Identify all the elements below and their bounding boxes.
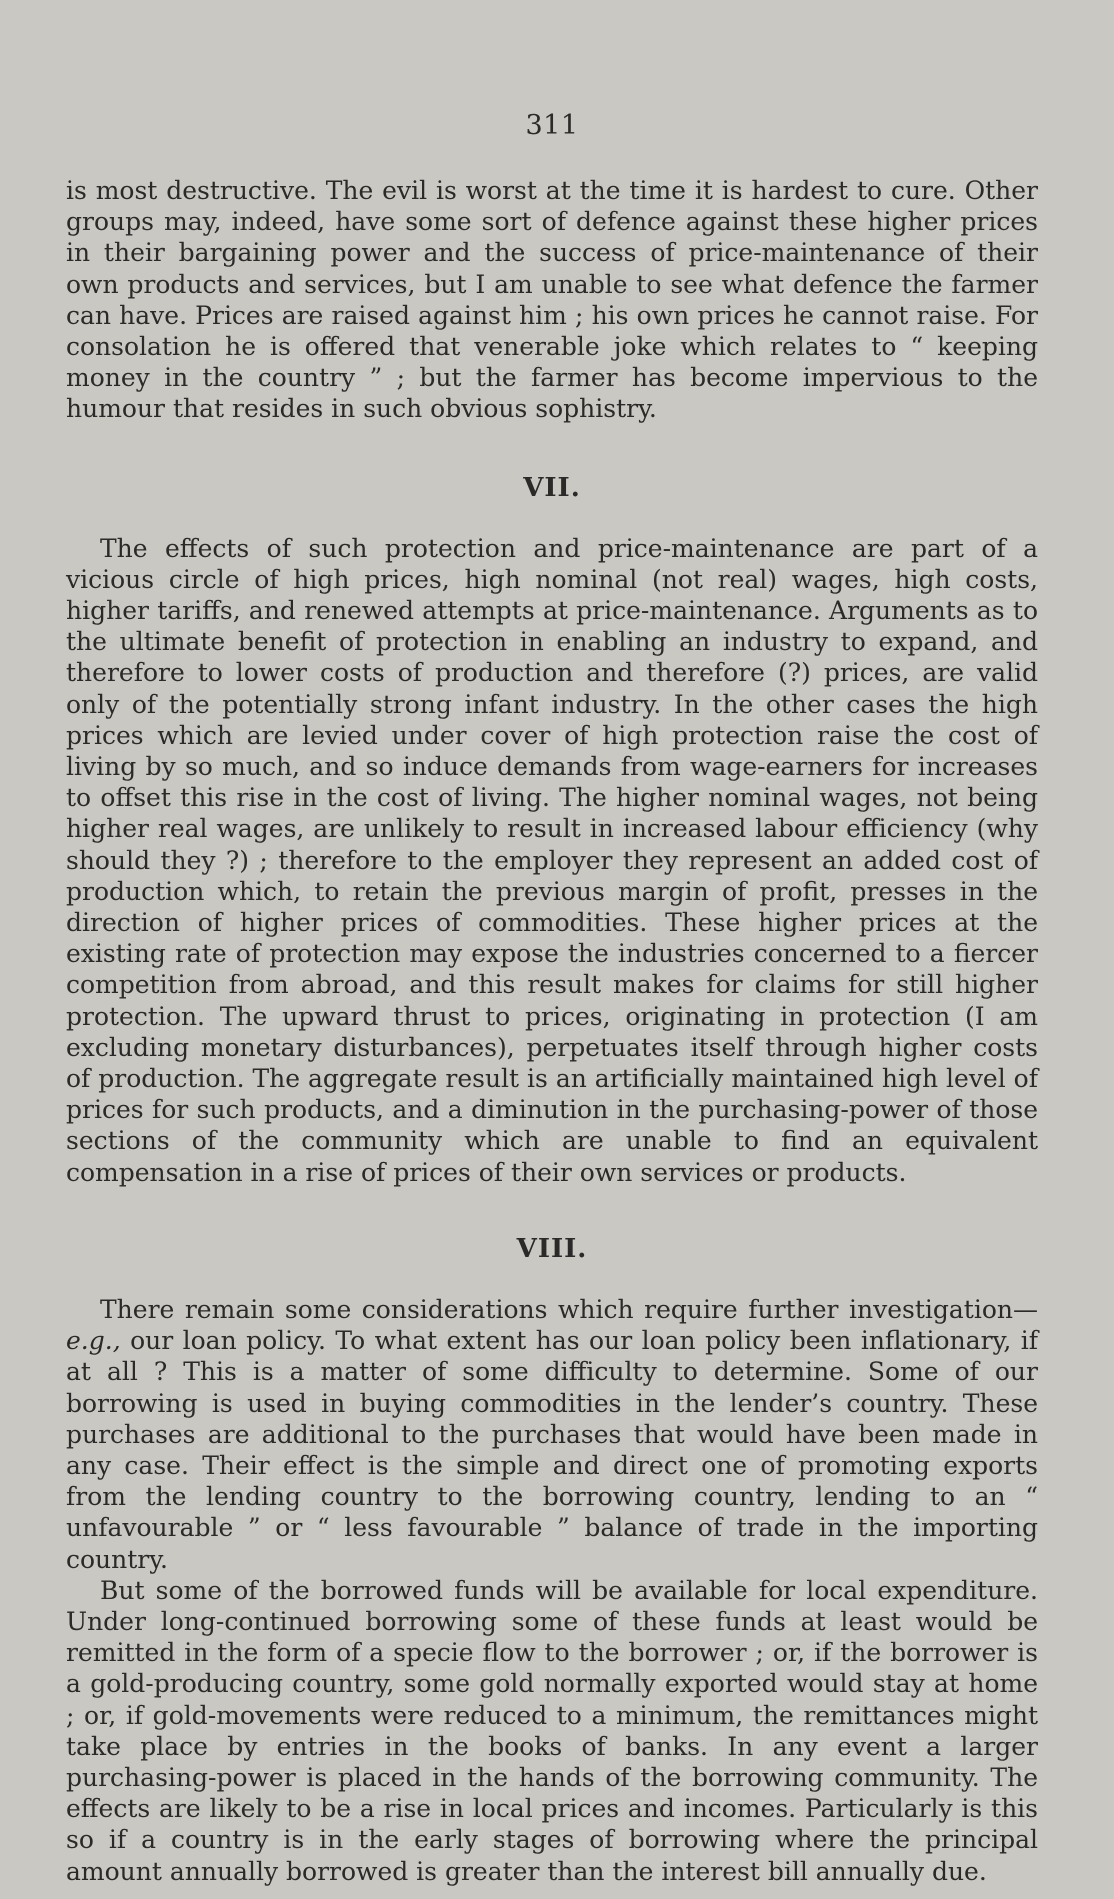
section-7-paragraph-1: The effects of such protection and price-maintenance are part of a vicious circle of high prices, high nominal (not real) wages, high costs, higher tariffs, and renewed attempts at price-maintenance. Arguments as to the ultimate benefit of protection in enabling an industry to expand, and therefore to lower costs of production and therefore (?) prices, are valid only of the potentially strong infant industry. In the other cases the high prices which are levied under cover of high protection raise the cost of living by so much, and so induce demands from wage-earners for increases to offset this rise in the cost of living. The higher nominal wages, not being higher real wages, are unlikely to result in increased labour efficiency (why should they ?) ; therefore to the employer they represent an added cost of production which, to retain the previous margin of profit, presses in the direction of higher prices of commodities. These higher prices at the existing rate of protection may expose the industries concerned to a fiercer competition from abroad, and this result makes for claims for still higher protection. The upward thrust to prices, originating in protection (I am excluding monetary disturbances), perpetuates itself through higher costs of production. The aggregate result is an artificially maintained high level of prices for such products, and a diminution in the purchasing-power of those sections of the community which are unable to find an equivalent compensation in a rise of prices of their own services or products. bbox=[66, 533, 1038, 1187]
section-8-paragraph-1-rest: our loan policy. To what extent has our loan policy been inflationary, if at all ? This is a matter of some difficulty to determine. Some of our borrowing is used in buying commodities in the lender’s country. These purchases are additional to the purchases that would have been made in any case. Their effect is the simple and direct one of promoting exports from the lending country to the borrowing country, lending to an “ unfavourable ” or “ less favourable ” balance of trade in the importing country. bbox=[66, 1326, 1038, 1574]
section-8-paragraph-1-eg: e.g., bbox=[66, 1326, 121, 1356]
section-8-paragraph-1 bbox=[66, 1294, 1038, 1575]
section-7-heading: VII. bbox=[523, 472, 581, 503]
section-8-heading: VIII. bbox=[516, 1233, 588, 1264]
section-6-paragraph-1: is most destructive. The evil is worst at the time it is hardest to cure. Other groups may, indeed, have some sort of defence against these higher prices in their bargaining power and the success of price-maintenance of their own products and services, but I am unable to see what defence the farmer can have. Prices are raised against him ; his own prices he cannot raise. For consolation he is offered that venerable joke which relates to “ keeping money in the country ” ; but the farmer has become impervious to the humour that resides in such obvious sophistry. bbox=[66, 176, 1038, 424]
section-8-paragraph-1-lead: There remain some considerations which require further investigation— bbox=[100, 1294, 1038, 1324]
section-8-paragraph-2: But some of the borrowed funds will be available for local expenditure. Under long-continued borrowing some of these funds at least would be remitted in the form of a specie flow to the borrower ; or, if the borrower is a gold-producing country, some gold normally exported would stay at home ; or, if gold-movements were reduced to a minimum, the remittances might take place by entries in the books of banks. In any event a larger purchasing-power is placed in the hands of the borrowing community. The effects are likely to be a rise in local prices and incomes. Particularly is this so if a country is in the early stages of borrowing where the principal amount annually borrowed is greater than the interest bill annually due. bbox=[66, 1575, 1038, 1886]
page-number: 311 bbox=[525, 110, 579, 141]
